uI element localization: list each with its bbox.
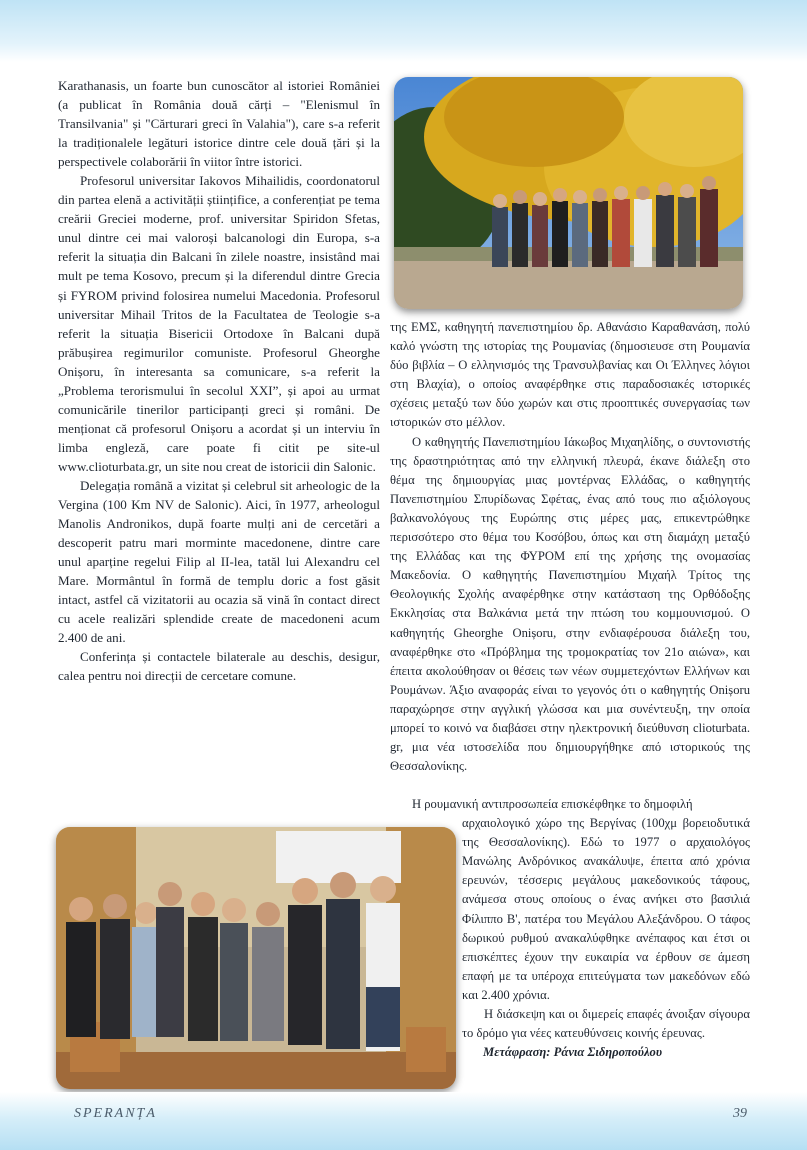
right-paragraph-3-first-line: Η ρουμανική αντιπροσωπεία επισκέφθηκε το δημοφιλή [412,797,693,811]
header-band [0,0,807,62]
right-paragraph-4: Η διάσκεψη και οι διμερείς επαφές άνοιξαν σίγουρα το δρόμο για νέες κατευθύνσεις κοινής έρευνας. [462,1007,750,1041]
right-paragraph-2: Ο καθηγητής Πανεπιστημίου Ιάκωβος Μιχαηλίδης, ο συντονιστής της δραστηριότητας από την ελληνική πλευρά, έκανε διάλεξη στο θέμα της δημιουργίας μιας μοντέρνας Ελλάδας, ο καθηγητής Πανεπιστημίου Σπυρίδωνας Σφέτας, ένας από τους πιο αξιόλογους βαλκανολόγους της Ευρώπης στις μέρες μας, επικεντρώθηκε περισσότερο στο θέμα του Κοσόβου, όπως και στη διαμάχη μεταξύ της Ελλάδας και της ΦΥΡΟΜ επί της χρήσης της ονομασίας Μακεδονία. Ο καθηγητής Πανεπιστημίου Μιχαήλ Τρίτος της Θεολογικής Σχολής αναφέρθηκε στην κατάσταση της Ορθόδοξης Εκκλησίας στα Βαλκάνια μετά την πτώση του κομμουνισμού. Ο καθηγητής Gheorghe Onișoru, στην ενδιαφέρουσα διάλεξη του, αναφέρθηκε στο «Πρόβλημα της τρομοκρατίας τον 21ο αιώνα», και έπειτα ακολούθησαν οι θέσεις των νέων συμμετεχόντων Ελλήνων και Ρουμάνων. Άξιο αναφοράς είναι το γεγονός ότι ο καθηγητής Onișoru παραχώρησε στην αγγλική γλώσσα και μια συνέντευξη, την οποία μπορεί το κοινό να διαβάσει στην ηλεκτρονική διεύθυνση clioturbata. gr, μια νέα ιστοσελίδα που δημιουργήθηκε από ιστορικούς της Θεσσαλονίκης. [390,434,750,774]
left-article-column [58,76,380,686]
right-paragraph-3-rest: αρχαιολογικό χώρο της Βεργίνας (100χμ βορειοδυτικά της Θεσσαλονίκης). Εδώ το 1977 ο αρχαιολόγος Μανώλης Ανδρόνικος ανακάλυψε, έπειτα από χρόνια ερευνών, τέσσερις μεγάλους μακεδονικούς τάφους, ανάμεσα στους οποίους ο ένας ανήκει στο βασιλιά Φίλιππο Β', πατέρα του Μεγάλου Αλεξάνδρου. Ο τάφος δωρικού ρυθμού ανακαλύφθηκε ανέπαφος και έτσι οι επισκέπτες έχουν την ευκαιρία να έρθουν σε άμεση επαφή με τα υπέροχα επιτεύγματα των μακεδόνων εδώ και 2.400 χρόνια. [462,816,750,1002]
translator-credit: Μετάφραση: Ράνια Σιδηροπούλου [483,1045,662,1060]
right-article-column [390,318,750,776]
left-paragraph-2: Profesorul universitar Iakovos Mihailidis, coordonatorul din partea elenă a activității științifice, a conferențiat pe tema creării Greciei moderne, prof. universitar Spiridon Sfetas, unul dintre cei mai valoroși balcanologi din Europa, s-a referit la situația din Balcani în zilele noastre, insistând mai mult pe tema Kosovo, precum și la diferendul dintre Grecia și FYROM privind folosirea numelui Macedonia. Profesorul universitar Mihail Tritos de la Facultatea de Teologie s-a referit la situația Bisericii Ortodoxe în Balcani după prăbușirea regimurilor comuniste. Profesorul Gheorghe Onișoru, în interesanta sa comunicare, s-a referit la „Problema terorismului în secolul XXI”, și apoi au urmat comunicările tinerilor participanți greci și români. De menționat că profesorul Onișoru a acordat și un interviu în limba engleză, care poate fi citit pe site-ul www.clioturbata.gr, un site nou creat de istoricii din Salonic. [58,173,380,474]
page-number: 39 [733,1106,747,1121]
left-paragraph-3: Delegația română a vizitat și celebrul sit arheologic de la Vergina (100 Km NV de Salonic). Aici, în 1977, arheologul Manolis Andronikos, după foarte mulți ani de cercetări a descoperit patru mari morminte macedonene, dintre care unul aparține regelui Filip al II-lea, tatăl lui Alexandru cel Mare. Mormântul în formă de templu doric a fost găsit intact, astfel că vizitatorii au ocazia să vină în contact direct cu acele realizări splendide create de macedoneni acum 2.400 de ani. [58,477,380,646]
group-photo-indoor [56,827,456,1089]
right-paragraph-1: της ΕΜΣ, καθηγητή πανεπιστημίου δρ. Αθανάσιο Καραθανάση, πολύ καλό γνώστη της ιστορίας της Ρουμανίας (δημοσιευσε στη Ρουμανία δύο βιβλία – Ο ελληνισμός της Τρανσυλβανίας και Οι Έλληνες λόγιοι στη Βλαχία), ο οποίος αναφέρθηκε στις παραδοσιακές ιστορικές σχέσεις μεταξύ των δύο χωρών και στις προοπτικές συνεργασίας των ιστορικών στο μέλλον. [390,320,750,430]
magazine-title: SPERANȚA [74,1106,157,1121]
left-paragraph-1: Karathanasis, un foarte bun cunoscător al istoriei României (a publicat în România două cărți – "Elenismul în Transilvania" și "Cărturari greci în Valahia"), care s-a referit la tradiționalele legături istorice dintre cele două țări și la perspectivele colaborării în viitor între istorici. [58,78,380,170]
left-paragraph-4: Conferința și contactele bilaterale au deschis, desigur, calea pentru noi direcții de cercetare comune. [58,649,380,684]
group-photo-outdoor [394,77,743,309]
